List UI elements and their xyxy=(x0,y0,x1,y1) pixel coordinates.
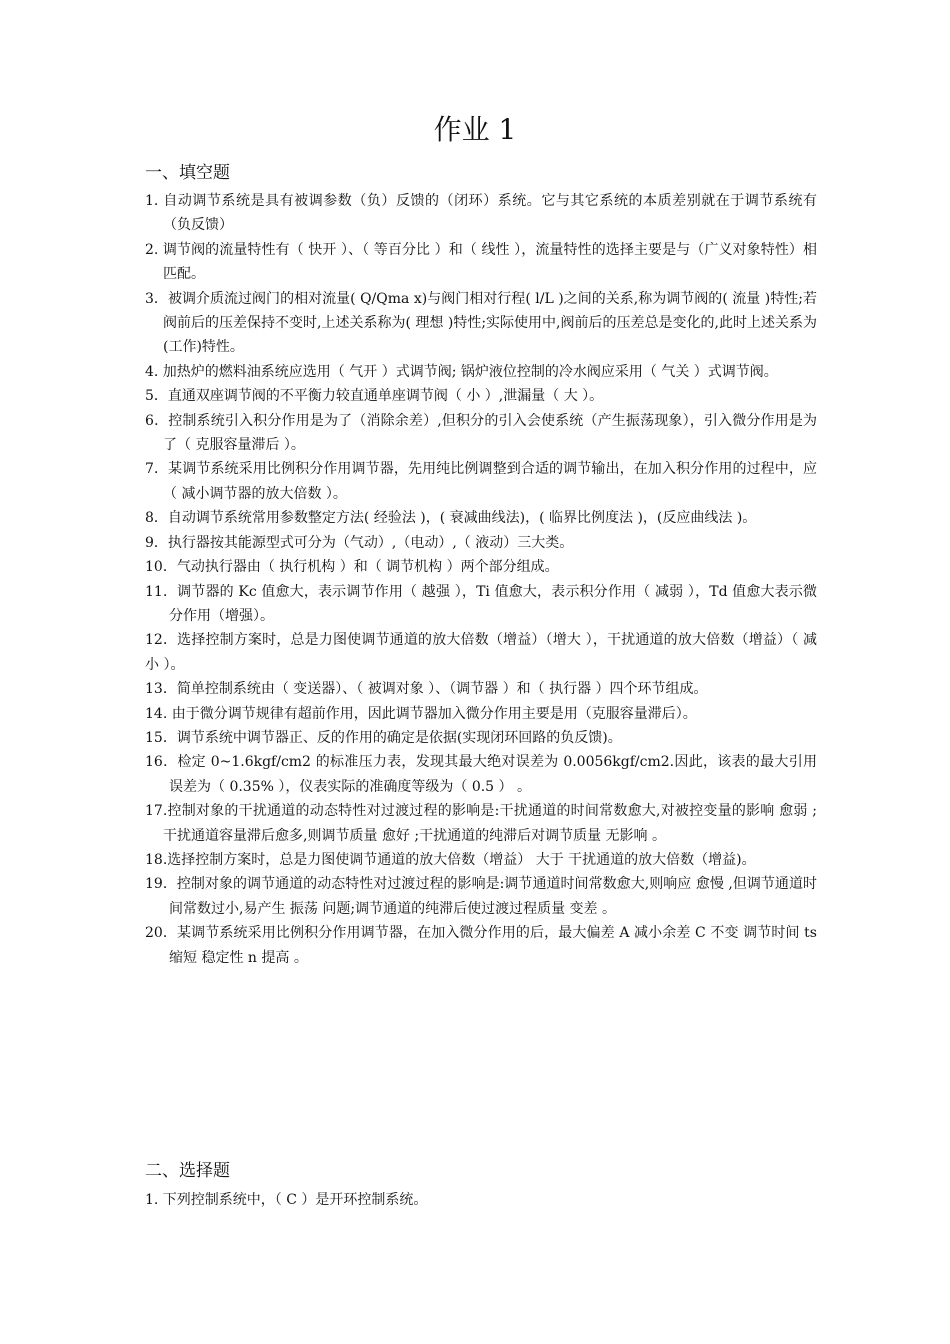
question-item: 18.选择控制方案时，总是力图使调节通道的放大倍数（增益） 大于 干扰通道的放大倍数（增益)。 xyxy=(145,851,756,868)
question-item: 10．气动执行器由（ 执行机构 ）和（ 调节机构 ）两个部分组成。 xyxy=(145,559,559,576)
question-item: 12．选择控制方案时，总是力图使调节通道的放大倍数（增益）（增大 ），干扰通道的放大倍数（增益）（ 减小 ）。 xyxy=(145,632,817,673)
question-item: 11．调节器的 Kc 值愈大，表示调节作用（ 越强 ），Ti 值愈大，表示积分作用（ 减弱 ），Td 值愈大表示微分作用（增强）。 xyxy=(145,583,817,624)
question-item: 15．调节系统中调节器正、反的作用的确定是依据(实现闭环回路的负反馈)。 xyxy=(145,729,622,746)
question-item: 19．控制对象的调节通道的动态特性对过渡过程的影响是:调节通道时间常数愈大,则响应 愈慢 ,但调节通道时间常数过小,易产生 振荡 问题;调节通道的纯滞后使过渡过程质量 变差 。 xyxy=(145,876,817,917)
question-item: 17.控制对象的干扰通道的动态特性对过渡过程的影响是:干扰通道的时间常数愈大,对被控变量的影响 愈弱 ;干扰通道容量滞后愈多,则调节质量 愈好 ;干扰通道的纯滞后对调节质量 无影响 。 xyxy=(145,803,817,844)
question-item: 3．被调介质流过阀门的相对流量( Q/Qma x)与阀门相对行程( l/L )之间的关系,称为调节阀的( 流量 )特性;若阀前后的压差保持不变时,上述关系称为( 理想 )特性;实际使用中,阀前后的压差总是变化的,此时上述关系为(工作)特性。 xyxy=(145,290,817,356)
section-choice-heading: 二、选择题 xyxy=(145,1161,230,1181)
question-item: 1. 自动调节系统是具有被调参数（负）反馈的（闭环）系统。它与其它系统的本质差别就在于调节系统有（负反馈） xyxy=(145,193,817,234)
section-fill-in-heading: 一、填空题 xyxy=(145,163,230,183)
question-item: 14. 由于微分调节规律有超前作用，因此调节器加入微分作用主要是用（克服容量滞后）。 xyxy=(145,705,697,722)
question-item: 20．某调节系统采用比例积分作用调节器，在加入微分作用的后，最大偏差 A 减小余差 C 不变 调节时间 ts 缩短 稳定性 n 提高 。 xyxy=(145,925,817,966)
choice-question-item: 1. 下列控制系统中，（ C ）是开环控制系统。 xyxy=(145,1192,428,1208)
question-item: 4. 加热炉的燃料油系统应选用（ 气开 ）式调节阀; 锅炉液位控制的冷水阀应采用（ 气关 ）式调节阀。 xyxy=(145,363,778,380)
question-item: 6．控制系统引入积分作用是为了（消除余差）,但积分的引入会使系统（产生振荡现象），引入微分作用是为了（ 克服容量滞后 ）。 xyxy=(145,412,817,454)
question-item: 8．自动调节系统常用参数整定方法( 经验法 )，( 衰减曲线法)，( 临界比例度法 )，(反应曲线法 )。 xyxy=(145,510,757,527)
fill-in-questions xyxy=(145,189,817,970)
question-item: 9．执行器按其能源型式可分为（气动）,（电动）,（ 液动）三大类。 xyxy=(145,534,574,551)
question-item: 7．某调节系统采用比例积分作用调节器，先用纯比例调整到合适的调节输出，在加入积分作用的过程中，应（ 减小调节器的放大倍数 ）。 xyxy=(145,461,817,502)
question-item: 2. 调节阀的流量特性有（ 快开 ）、（ 等百分比 ）和（ 线性 ），流量特性的选择主要是与（广义对象特性）相匹配。 xyxy=(145,241,817,283)
question-item: 16．检定 0~1.6kgf/cm2 的标准压力表，发现其最大绝对误差为 0.0056kgf/cm2.因此，该表的最大引用误差为（ 0.35% ），仪表实际的准确度等级为（ 0.5 ） 。 xyxy=(145,754,817,795)
question-item: 5．直通双座调节阀的不平衡力较直通单座调节阀（ 小 ）,泄漏量（ 大 ）。 xyxy=(145,388,604,405)
page-title: 作业 1 xyxy=(433,113,517,146)
question-item: 13．简单控制系统由（ 变送器）、（ 被调对象 ）、（调节器 ）和（ 执行器 ）四个环节组成。 xyxy=(145,681,708,698)
